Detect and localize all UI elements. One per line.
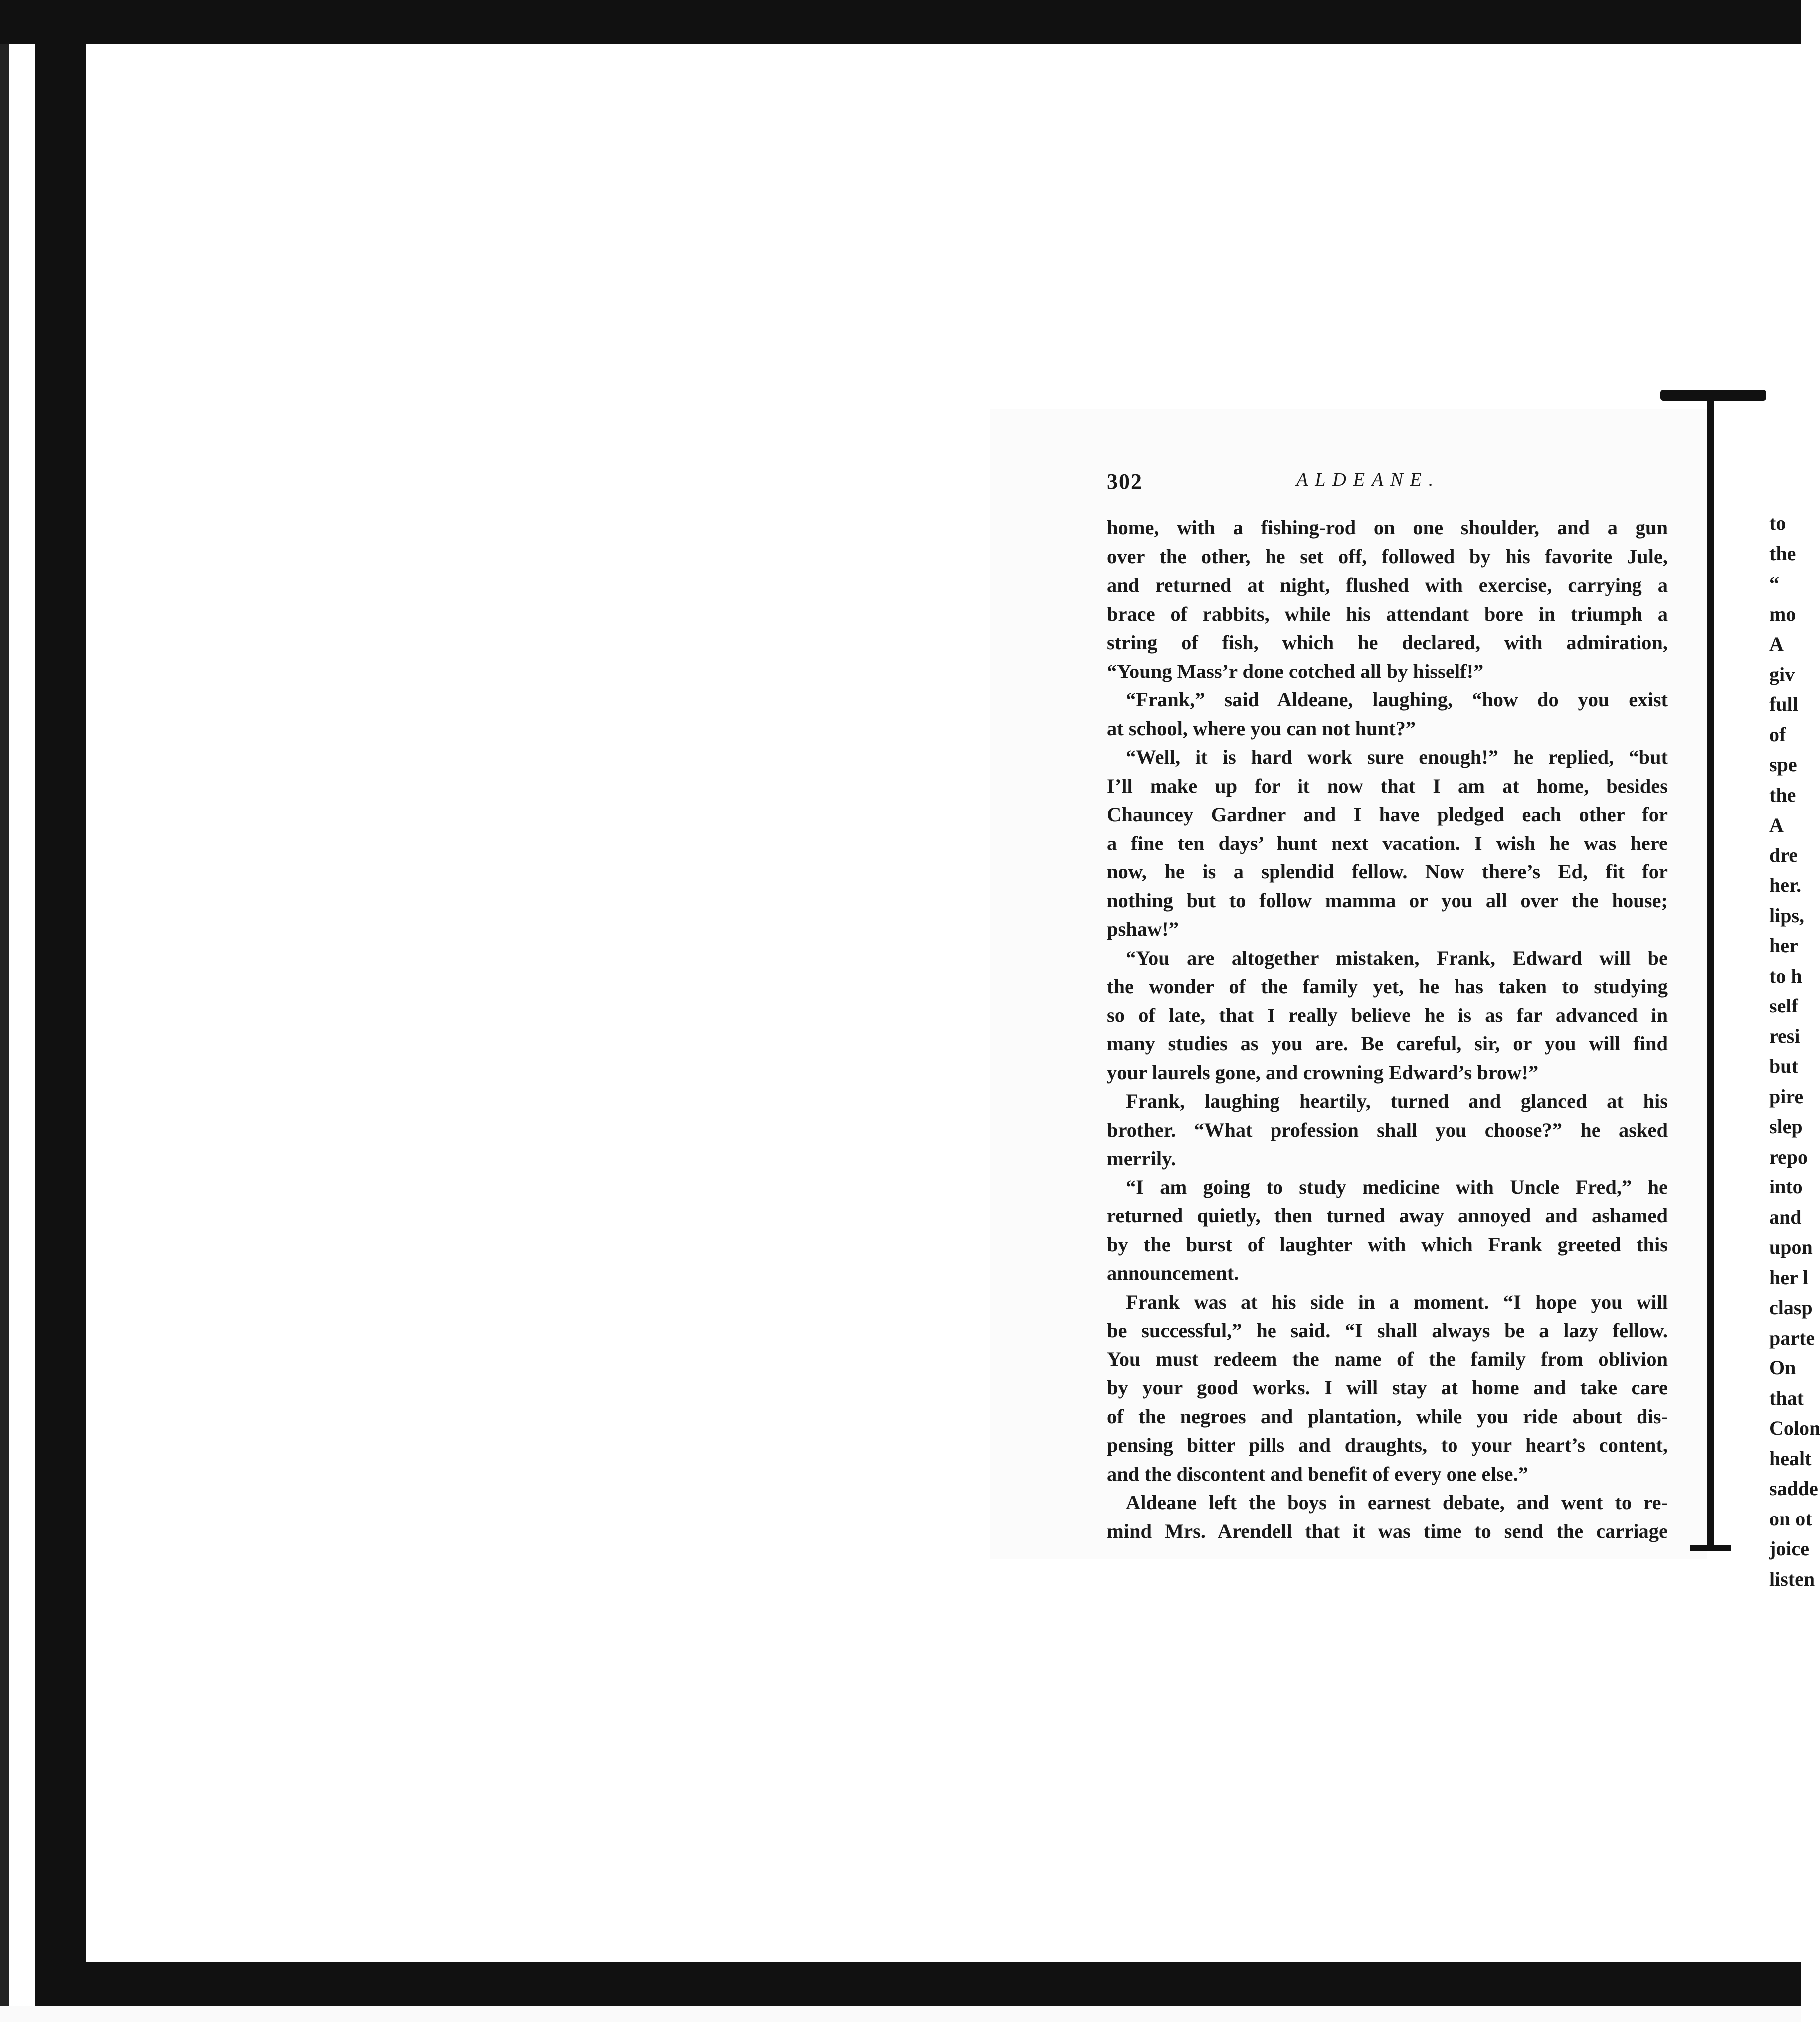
- page-title: ALDEANE.: [1296, 469, 1441, 490]
- text-line: now, he is a splendid fellow. Now there’s Ed, fit for: [1107, 860, 1668, 883]
- text-line: “I am going to study medicine with Uncle Fred,” he: [1126, 1176, 1668, 1198]
- text-line: “You are altogether mistaken, Frank, Edward will be: [1126, 946, 1668, 969]
- next-page-line: A: [1769, 814, 1784, 836]
- next-page-line: the: [1769, 542, 1796, 565]
- text-line: of the negroes and plantation, while you ride about dis-: [1107, 1405, 1668, 1428]
- next-page-line: full: [1769, 693, 1798, 715]
- text-line: “Frank,” said Aldeane, laughing, “how do you exist: [1126, 688, 1668, 711]
- text-line: be successful,” he said. “I shall always be a lazy fellow.: [1107, 1319, 1668, 1342]
- text-line: brace of rabbits, while his attendant bore in triumph a: [1107, 602, 1668, 625]
- next-page-line: sadde: [1769, 1477, 1818, 1500]
- next-page-line: resi: [1769, 1024, 1800, 1047]
- next-page-line: her: [1769, 934, 1798, 957]
- running-head: [1107, 469, 1670, 499]
- next-page-line: A: [1769, 633, 1784, 655]
- next-page-line: but: [1769, 1055, 1798, 1077]
- microfilm-frame-left-edge: [0, 44, 9, 2022]
- microfilm-frame-bottom: [35, 1962, 1801, 2006]
- next-page-line: healt: [1769, 1447, 1812, 1470]
- body-text: [1107, 513, 1668, 1545]
- text-line: “Young Mass’r done cotched all by hisself!”: [1107, 660, 1484, 682]
- page-number: 302: [1107, 469, 1143, 494]
- text-line: over the other, he set off, followed by his favorite Jule,: [1107, 545, 1668, 568]
- next-page-line: mo: [1769, 602, 1796, 625]
- text-line: brother. “What profession shall you choose?” he asked: [1107, 1118, 1668, 1141]
- next-page-line: dre: [1769, 843, 1798, 866]
- text-line: nothing but to follow mamma or you all over the house;: [1107, 889, 1668, 912]
- spine-rule-cap-bottom: [1690, 1545, 1731, 1551]
- next-page-line: clasp: [1769, 1296, 1813, 1319]
- text-line: by the burst of laughter with which Frank greeted this: [1107, 1233, 1668, 1256]
- text-line: Chauncey Gardner and I have pledged each other for: [1107, 803, 1668, 826]
- next-page-line: to: [1769, 512, 1786, 534]
- text-line: and the discontent and benefit of every one else.”: [1107, 1462, 1528, 1485]
- text-line: Frank was at his side in a moment. “I hope you will: [1126, 1290, 1668, 1313]
- text-line: by your good works. I will stay at home and take care: [1107, 1376, 1668, 1399]
- next-page-line: of: [1769, 723, 1786, 746]
- next-page-line: spe: [1769, 753, 1797, 776]
- next-page-line: her.: [1769, 874, 1802, 896]
- text-line: your laurels gone, and crowning Edward’s brow!”: [1107, 1061, 1539, 1084]
- microfilm-frame-top: [0, 0, 1801, 44]
- next-page-line: to h: [1769, 964, 1802, 987]
- next-page-line: pire: [1769, 1085, 1804, 1108]
- text-line: home, with a fishing-rod on one shoulder, and a gun: [1107, 516, 1668, 539]
- next-page-line: her l: [1769, 1266, 1809, 1289]
- next-page-line: joice: [1769, 1537, 1809, 1560]
- next-page-line: lips,: [1769, 904, 1805, 927]
- microfilm-frame-bottom-strip: [0, 2006, 1801, 2022]
- next-page-fragment: [1769, 508, 1820, 1590]
- next-page-line: that: [1769, 1386, 1804, 1409]
- text-line: pshaw!”: [1107, 918, 1179, 940]
- next-page-line: on ot: [1769, 1507, 1812, 1530]
- text-line: at school, where you can not hunt?”: [1107, 717, 1416, 740]
- next-page-line: slep: [1769, 1115, 1803, 1138]
- next-page-line: the: [1769, 783, 1796, 806]
- text-line: merrily.: [1107, 1147, 1176, 1170]
- text-line: mind Mrs. Arendell that it was time to send the carriage: [1107, 1519, 1668, 1542]
- next-page-line: “: [1769, 572, 1779, 595]
- text-line: many studies as you are. Be careful, sir, or you will find: [1107, 1032, 1668, 1055]
- text-line: Aldeane left the boys in earnest debate, and went to re-: [1126, 1491, 1668, 1514]
- text-line: Frank, laughing heartily, turned and glanced at his: [1126, 1090, 1668, 1112]
- text-line: announcement.: [1107, 1262, 1239, 1284]
- book-page: [990, 409, 1707, 1559]
- text-line: a fine ten days’ hunt next vacation. I wish he was here: [1107, 832, 1668, 854]
- text-line: You must redeem the name of the family from oblivion: [1107, 1348, 1668, 1370]
- microfilm-frame-left: [35, 30, 86, 2022]
- text-line: pensing bitter pills and draughts, to your heart’s content,: [1107, 1434, 1668, 1456]
- next-page-line: self: [1769, 995, 1798, 1017]
- next-page-line: upon: [1769, 1236, 1813, 1258]
- next-page-line: On: [1769, 1356, 1796, 1379]
- text-line: returned quietly, then turned away annoyed and ashamed: [1107, 1204, 1668, 1227]
- text-line: the wonder of the family yet, he has taken to studying: [1107, 975, 1668, 998]
- next-page-line: listen: [1769, 1567, 1815, 1590]
- text-line: so of late, that I really believe he is as far advanced in: [1107, 1004, 1668, 1026]
- text-line: string of fish, which he declared, with admiration,: [1107, 631, 1668, 654]
- next-page-line: parte: [1769, 1326, 1815, 1349]
- text-line: and returned at night, flushed with exercise, carrying a: [1107, 574, 1668, 596]
- text-line: I’ll make up for it now that I am at home, besides: [1107, 774, 1668, 797]
- next-page-line: giv: [1769, 663, 1795, 685]
- spine-rule: [1707, 399, 1714, 1551]
- next-page-line: repo: [1769, 1145, 1808, 1168]
- next-page-line: and: [1769, 1205, 1802, 1228]
- text-line: “Well, it is hard work sure enough!” he replied, “but: [1126, 746, 1668, 768]
- next-page-line: Colon: [1769, 1417, 1820, 1439]
- next-page-line: into: [1769, 1176, 1803, 1198]
